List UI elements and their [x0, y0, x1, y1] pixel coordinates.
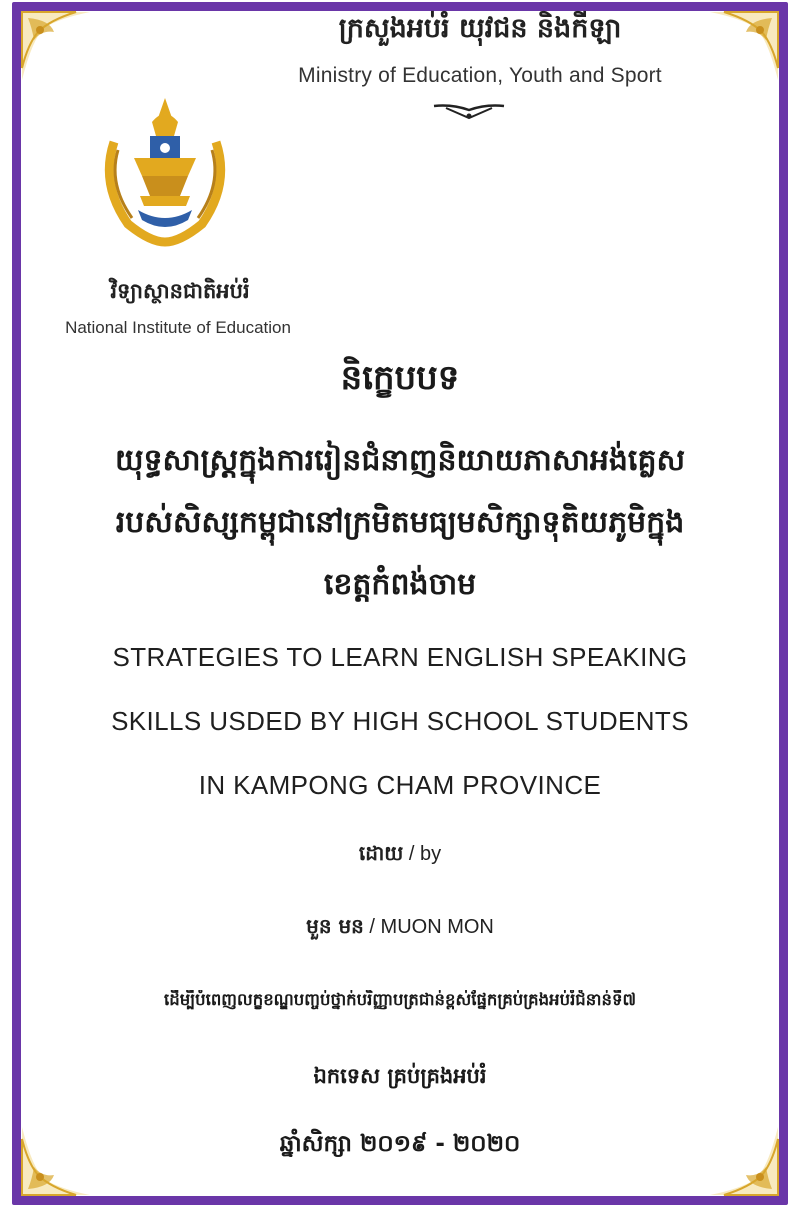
by-line — [250, 840, 550, 870]
author-name-khmer: មួន មន — [306, 914, 364, 938]
corner-ornament-icon — [20, 1125, 92, 1197]
title-english-line: SKILLS USDED BY HIGH SCHOOL STUDENTS — [111, 706, 689, 736]
title-english-line: STRATEGIES TO LEARN ENGLISH SPEAKING — [112, 642, 688, 672]
by-label-khmer: ដោយ — [358, 841, 404, 865]
academic-year: ឆ្នាំសិក្សា ២០១៩ - ២០២០ — [279, 1131, 521, 1157]
thesis-title-english — [40, 637, 760, 829]
corner-ornament-icon — [20, 10, 92, 82]
divider-ornament-icon — [432, 100, 506, 122]
title-english-line: IN KAMPONG CHAM PROVINCE — [198, 770, 602, 800]
document-type-khmer: និក្ខេបបទ — [340, 358, 460, 398]
author-name-english: / MUON MON — [363, 916, 494, 938]
ministry-name-khmer: ក្រសួងអប់រំ យុវជន និងកីឡា — [338, 13, 622, 44]
title-khmer-line: របស់សិស្សកម្ពុជានៅក្រមិតមធ្យមសិក្សាទុតិយភូមិក្នុង — [115, 505, 685, 540]
by-label-english: / by — [403, 843, 442, 865]
institution-emblem-icon — [94, 92, 236, 252]
degree-specialization: ឯកទេស គ្រប់គ្រងអប់រំ — [313, 1064, 487, 1088]
title-khmer-line: យុទ្ធសាស្ត្រក្នុងការរៀនជំនាញនិយាយភាសាអង់គ្លេស — [114, 443, 686, 478]
title-khmer-line: ខេត្តកំពង់ចាម — [323, 567, 477, 602]
submission-purpose: ដើម្បីបំពេញលក្ខខណ្ឌបញ្ចប់ថ្នាក់បរិញ្ញាបត្រជាន់ខ្ពស់ផ្នែកគ្រប់គ្រងអប់រំជំនាន់ទី៧ — [164, 990, 636, 1009]
corner-ornament-icon — [708, 1125, 780, 1197]
institution-name-khmer: វិទ្យាស្ថានជាតិអប់រំ — [110, 279, 250, 303]
thesis-title-khmer — [40, 430, 760, 616]
author-name — [200, 913, 600, 943]
institution-name-english: National Institute of Education — [65, 318, 291, 337]
ministry-name-english: Ministry of Education, Youth and Sport — [298, 64, 662, 87]
